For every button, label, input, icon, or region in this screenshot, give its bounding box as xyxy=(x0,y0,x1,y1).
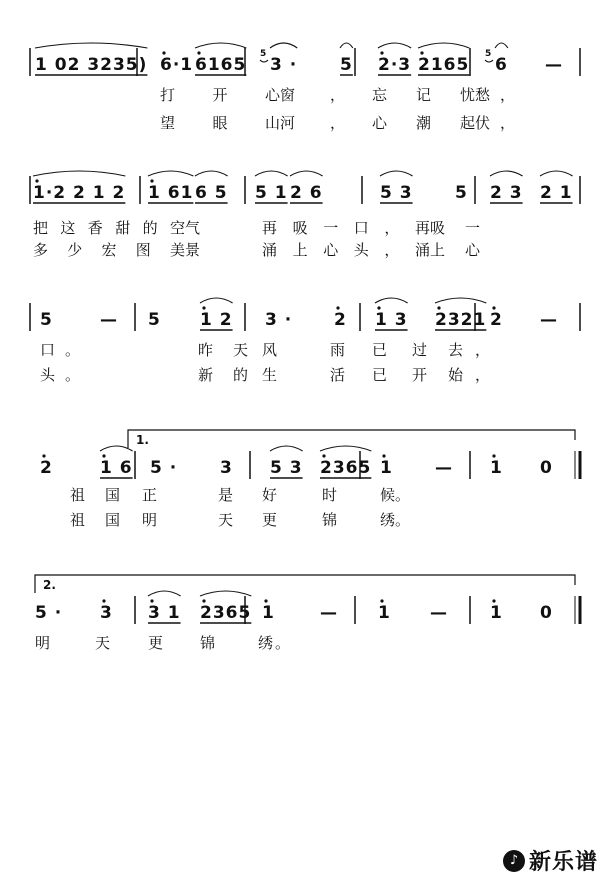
grace-slur xyxy=(260,60,268,62)
lyric-syllable: 多少宏图美 xyxy=(33,241,185,259)
note-group: 6 5 xyxy=(195,183,228,203)
high-octave-dot xyxy=(420,51,423,54)
high-octave-dot xyxy=(377,306,380,309)
note-group: — xyxy=(430,603,448,623)
lyric-syllable: 更 xyxy=(148,634,164,652)
phrase-slur xyxy=(290,171,323,176)
note-group: 5 · xyxy=(35,603,63,623)
high-octave-dot xyxy=(202,599,205,602)
lyric-syllable: 锦 xyxy=(322,511,338,529)
high-octave-dot xyxy=(322,454,325,457)
lyric-syllable: 把这香甜的空 xyxy=(33,219,185,237)
lyric-syllable: 始， xyxy=(448,366,490,384)
phrase-slur xyxy=(200,591,251,596)
note-group: 2321 xyxy=(435,310,487,330)
phrase-slur xyxy=(378,43,411,48)
phrase-slur xyxy=(320,446,371,451)
volta-label: 2. xyxy=(43,578,56,592)
note-group: 5 3 xyxy=(270,458,303,478)
lyric-syllable: 心 xyxy=(465,241,481,259)
high-octave-dot xyxy=(42,454,45,457)
lyric-syllable: 心潮起 xyxy=(372,114,475,132)
note-group: 5 3 xyxy=(380,183,413,203)
lyric-syllable: 好 xyxy=(262,486,278,504)
lyric-syllable: 雨 xyxy=(330,341,346,359)
lyric-syllable: 是 xyxy=(218,486,234,504)
note-group: 1 2 xyxy=(200,310,233,330)
high-octave-dot xyxy=(380,599,383,602)
lyric-syllable: 涌上心头，涌 xyxy=(262,241,430,259)
lyric-syllable: 去， xyxy=(448,341,490,359)
lyric-syllable: 锦 xyxy=(200,634,216,652)
note-group: 0 xyxy=(540,603,553,623)
high-octave-dot xyxy=(35,179,38,182)
note-group: 2 xyxy=(40,458,53,478)
lyric-syllable: 昨天 xyxy=(198,341,248,359)
lyric-syllable: 窗， xyxy=(280,86,345,104)
note-group: 2365 xyxy=(320,458,372,478)
lyric-syllable: 一 xyxy=(465,219,481,237)
note-group: 5 xyxy=(40,310,53,330)
lyric-syllable: 气 xyxy=(185,219,201,237)
high-octave-dot xyxy=(150,179,153,182)
lyric-syllable: 忘记忧 xyxy=(372,86,475,104)
note-group: — xyxy=(545,55,563,75)
lyric-syllable: 头。 xyxy=(40,366,80,384)
phrase-slur xyxy=(255,171,288,176)
lyric-syllable: 正 xyxy=(142,486,158,504)
high-octave-dot xyxy=(202,306,205,309)
lyric-syllable: 愁， xyxy=(475,86,515,104)
grace-slur xyxy=(485,60,493,62)
phrase-slur xyxy=(200,298,233,303)
note-group: 6165 xyxy=(195,55,247,75)
phrase-slur xyxy=(195,43,246,48)
note-group: 5 xyxy=(340,55,353,75)
note-group: 3 1 xyxy=(148,603,181,623)
high-octave-dot xyxy=(492,454,495,457)
vinyl-record-icon: ♪ xyxy=(503,850,525,872)
lyric-syllable: 明 xyxy=(35,634,51,652)
lyric-syllable: 河， xyxy=(280,114,345,132)
note-group: 2165 xyxy=(418,55,470,75)
note-group: 2 1 xyxy=(540,183,573,203)
lyric-syllable: 更 xyxy=(262,511,278,529)
note-group: 2 6 xyxy=(290,183,323,203)
high-octave-dot xyxy=(264,599,267,602)
lyric-syllable: 景 xyxy=(185,241,201,259)
note-group: 2 3 xyxy=(490,183,523,203)
lyric-syllable: 过 xyxy=(412,341,428,359)
note-group: — xyxy=(320,603,338,623)
high-octave-dot xyxy=(492,599,495,602)
lyric-syllable: 明 xyxy=(142,511,158,529)
lyric-syllable: 绣。 xyxy=(380,511,410,529)
note-group: 1 6 xyxy=(100,458,133,478)
note-group: 1 xyxy=(378,603,391,623)
lyric-syllable: 已 xyxy=(372,341,388,359)
watermark-text: 新乐谱 xyxy=(528,850,598,875)
note-group: 1 xyxy=(490,458,503,478)
note-group: 1·2 2 1 2 xyxy=(33,183,126,203)
phrase-slur xyxy=(540,171,573,176)
note-group: 2 xyxy=(490,310,503,330)
lyric-syllable: 伏， xyxy=(475,114,515,132)
note-group: 6 xyxy=(495,55,508,75)
note-group: — xyxy=(540,310,558,330)
high-octave-dot xyxy=(382,454,385,457)
lyric-syllable: 吸 xyxy=(430,219,446,237)
note-group: 1 02 3235) xyxy=(35,55,148,75)
lyric-syllable: 祖国 xyxy=(70,486,120,504)
note-group: 0 xyxy=(540,458,553,478)
lyric-syllable: 生 xyxy=(262,366,278,384)
note-group: — xyxy=(435,458,453,478)
phrase-slur xyxy=(490,171,523,176)
lyric-syllable: 绣。 xyxy=(258,634,290,652)
phrase-slur xyxy=(495,43,508,48)
lyric-syllable: 祖国 xyxy=(70,511,120,529)
note-group: 1 61 xyxy=(148,183,194,203)
grace-note: 5 xyxy=(485,49,492,59)
note-group: 3 xyxy=(100,603,113,623)
lyric-syllable: 风 xyxy=(262,341,278,359)
high-octave-dot xyxy=(437,306,440,309)
note-group: 5 xyxy=(148,310,161,330)
high-octave-dot xyxy=(380,51,383,54)
grace-note: 5 xyxy=(260,49,267,59)
lyric-syllable: 上 xyxy=(430,241,446,259)
lyric-syllable: 活 xyxy=(330,366,346,384)
high-octave-dot xyxy=(102,454,105,457)
phrase-slur xyxy=(435,298,486,303)
note-group: 2365 xyxy=(200,603,252,623)
note-group: 2·3 xyxy=(378,55,412,75)
lyric-syllable: 候。 xyxy=(380,486,410,504)
note-group: 1 3 xyxy=(375,310,408,330)
high-octave-dot xyxy=(102,599,105,602)
watermark-logo xyxy=(503,845,598,876)
note-group: 3 · xyxy=(265,310,293,330)
phrase-slur xyxy=(148,591,181,596)
phrase-slur xyxy=(375,298,408,303)
phrase-slur xyxy=(195,171,228,176)
volta-bracket xyxy=(35,575,575,593)
lyric-syllable: 开 xyxy=(412,366,428,384)
note-group: — xyxy=(100,310,118,330)
lyric-syllable: 时 xyxy=(322,486,338,504)
note-group: 5 1 xyxy=(255,183,288,203)
phrase-slur xyxy=(380,171,413,176)
phrase-slur xyxy=(35,43,147,48)
phrase-slur xyxy=(340,43,353,48)
phrase-slur xyxy=(270,446,303,451)
note-group: 3 · xyxy=(270,55,298,75)
high-octave-dot xyxy=(150,599,153,602)
lyric-syllable: 天 xyxy=(218,511,234,529)
high-octave-dot xyxy=(336,306,339,309)
lyric-syllable: 新的 xyxy=(198,366,248,384)
high-octave-dot xyxy=(492,306,495,309)
note-group: 1 xyxy=(262,603,275,623)
note-group: 5 xyxy=(455,183,468,203)
lyric-syllable: 再吸一口，再 xyxy=(262,219,430,237)
note-group: 1 xyxy=(490,603,503,623)
phrase-slur xyxy=(418,43,469,48)
phrase-slur xyxy=(148,171,193,176)
volta-label: 1. xyxy=(136,433,149,447)
lyric-syllable: 打开心 xyxy=(160,86,280,104)
high-octave-dot xyxy=(162,51,165,54)
note-group: 6·1 xyxy=(160,55,194,75)
lyric-syllable: 天 xyxy=(95,634,111,652)
volta-bracket xyxy=(128,430,575,448)
lyric-syllable: 口。 xyxy=(40,341,80,359)
phrase-slur xyxy=(33,171,125,176)
note-group: 5 · xyxy=(150,458,178,478)
note-group: 3 xyxy=(220,458,233,478)
note-group: 1 xyxy=(380,458,393,478)
high-octave-dot xyxy=(197,51,200,54)
note-group: 2 xyxy=(334,310,347,330)
lyric-syllable: 已 xyxy=(372,366,388,384)
phrase-slur xyxy=(270,43,297,48)
lyric-syllable: 望眼山 xyxy=(160,114,280,132)
